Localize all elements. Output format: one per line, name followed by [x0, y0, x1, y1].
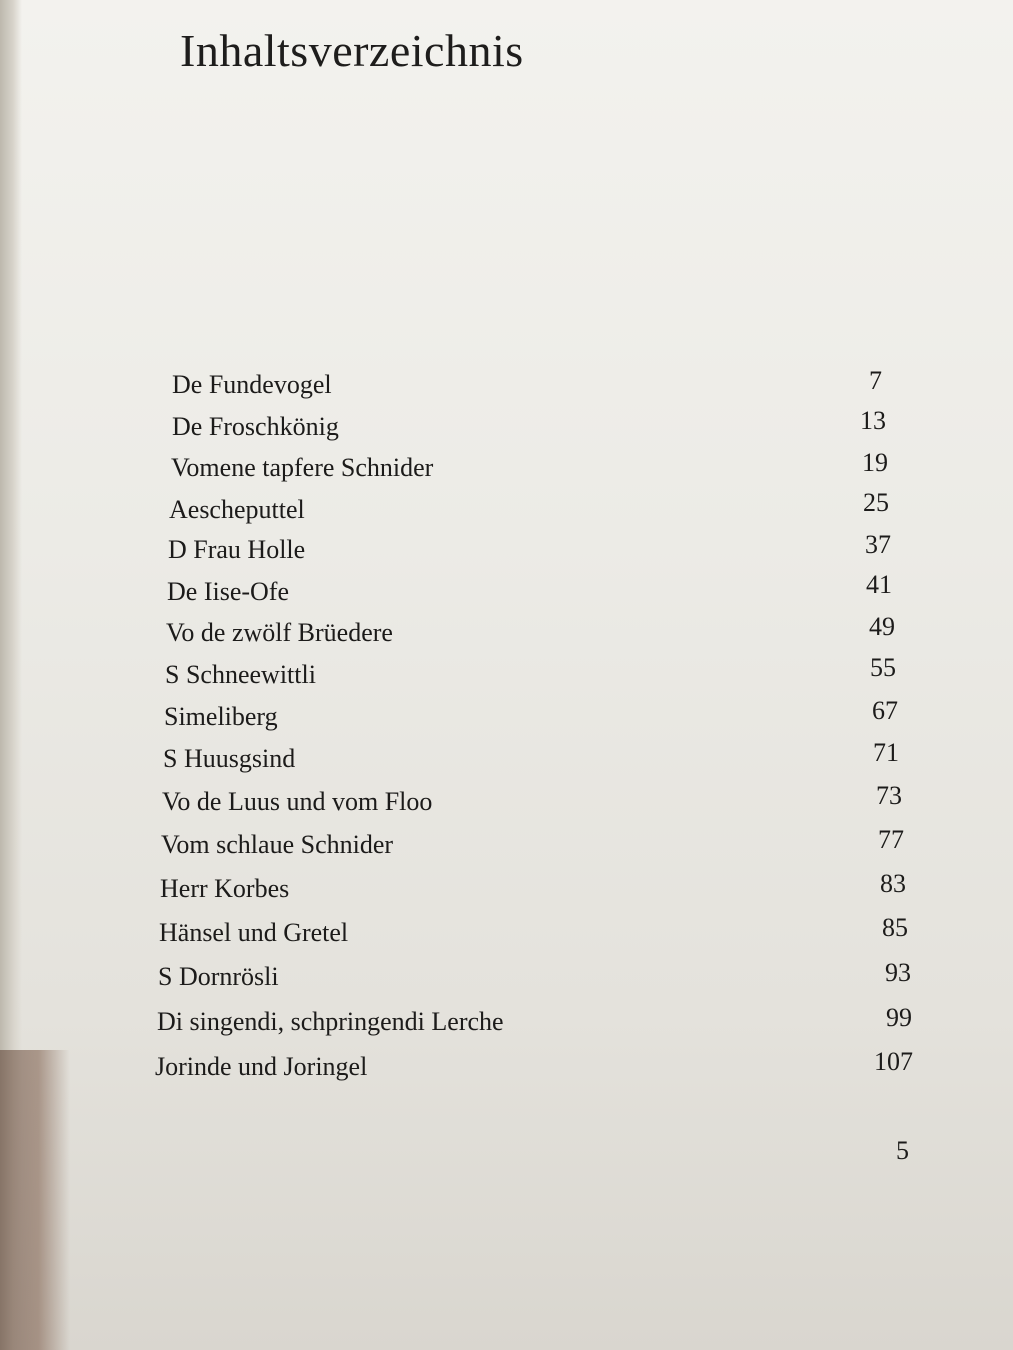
toc-entry-title: Aescheputtel [169, 495, 305, 524]
toc-entry-page: 73 [876, 781, 902, 810]
toc-entry-title: S Huusgsind [163, 744, 296, 773]
toc-entry-page: 55 [870, 653, 896, 682]
toc-entry-page: 13 [860, 406, 886, 435]
toc-entry-title: Jorinde und Joringel [155, 1052, 368, 1081]
page-title: Inhaltsverzeichnis [180, 25, 524, 76]
toc-entry-page: 49 [869, 612, 895, 641]
toc-entry-title: De Fundevogel [172, 370, 332, 399]
toc-entry-title: Vo de zwölf Brüedere [166, 618, 393, 647]
toc-entry-page: 71 [873, 738, 899, 767]
toc-entry-title: S Schneewittli [165, 660, 316, 689]
toc-entry-page: 37 [865, 530, 891, 559]
toc-entry-page: 19 [862, 448, 888, 477]
toc-entry-title: De Froschkönig [172, 412, 339, 441]
toc-entry-title: Vomene tapfere Schnider [171, 453, 434, 482]
toc-entry-title: Di singendi, schpringendi Lerche [157, 1007, 504, 1036]
toc-entry-title: D Frau Holle [168, 535, 306, 564]
toc-entry-page: 77 [878, 825, 904, 854]
toc-entry-page: 99 [886, 1003, 912, 1032]
toc-entry-page: 67 [872, 696, 898, 725]
toc-entry-page: 93 [885, 958, 911, 987]
toc-entry-page: 25 [863, 488, 889, 517]
toc-entry-title: Simeliberg [164, 702, 278, 731]
toc-entry-title: De Iise-Ofe [167, 577, 289, 606]
toc-entry-page: 85 [882, 913, 908, 942]
toc-entry-page: 41 [866, 570, 892, 599]
toc-entry-title: Vo de Luus und vom Floo [162, 787, 433, 816]
toc-entry-title: Hänsel und Gretel [159, 918, 349, 947]
toc-entry-page: 107 [874, 1047, 913, 1076]
page-number: 5 [896, 1136, 909, 1165]
toc-entry-title: S Dornrösli [158, 962, 279, 991]
toc-entry-page: 83 [880, 869, 906, 898]
toc-entry-title: Herr Korbes [160, 874, 290, 903]
toc-entry-page: 7 [869, 366, 882, 395]
toc-entry-title: Vom schlaue Schnider [161, 830, 394, 859]
